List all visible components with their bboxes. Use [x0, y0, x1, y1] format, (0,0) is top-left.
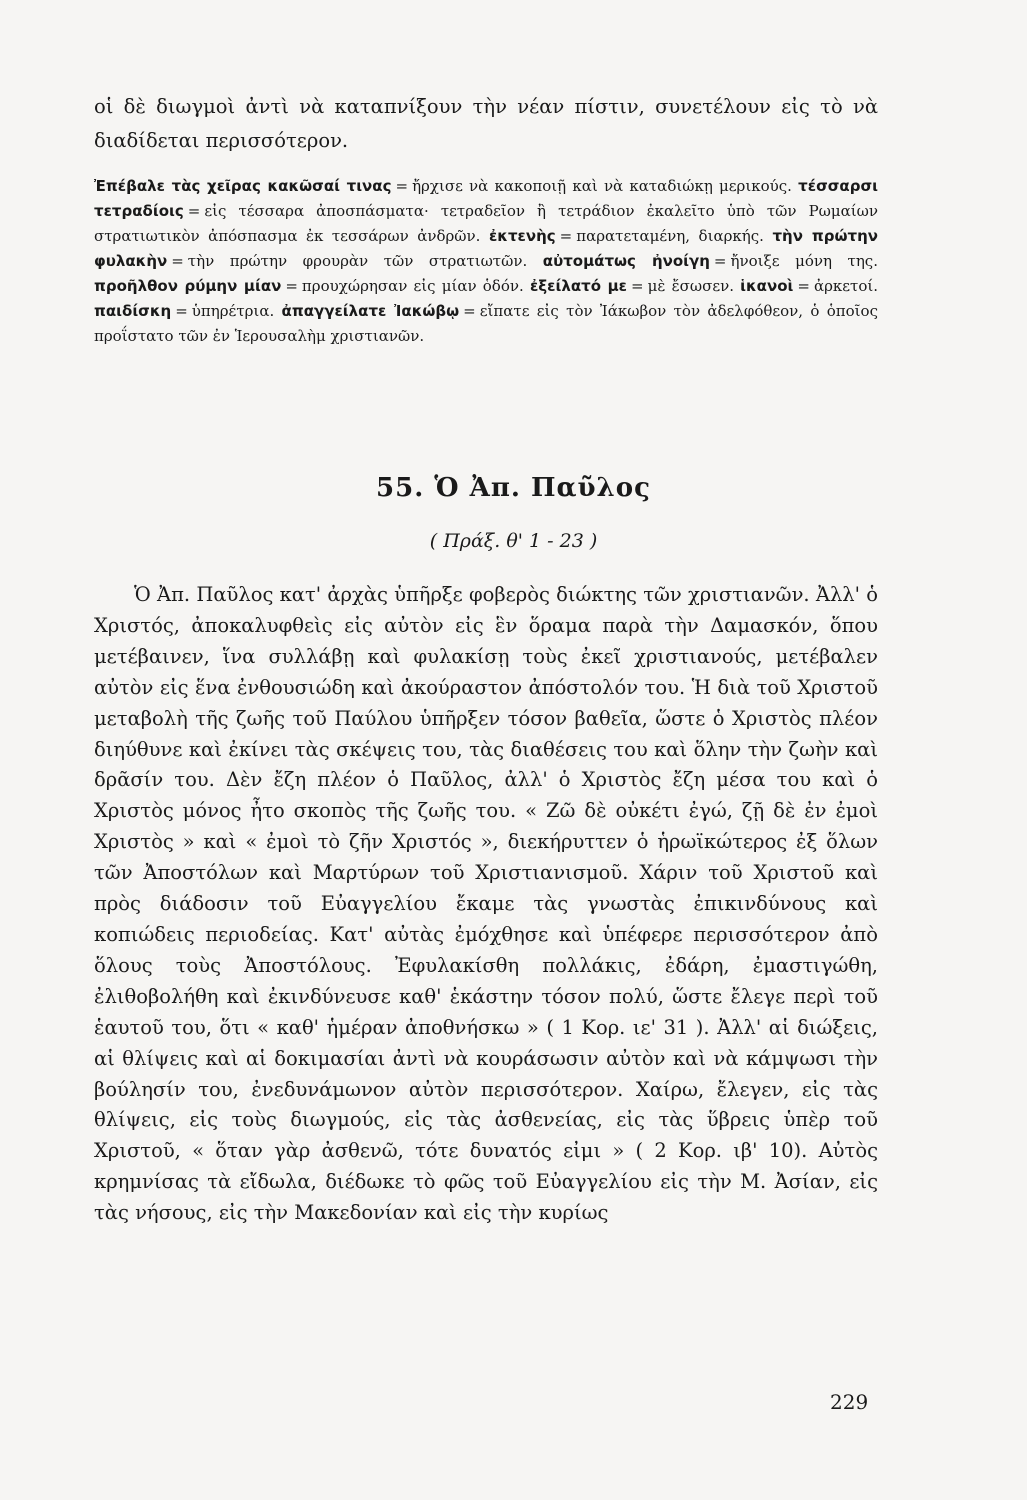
glossary-separator: = [713, 252, 727, 270]
section-heading: 55. Ὁ Ἀπ. Παῦλος [376, 473, 651, 503]
glossary-separator: = [285, 277, 298, 295]
glossary-separator: = [559, 227, 573, 245]
glossary-definition: εἴπατε εἰς τὸν Ἰάκωβον τὸν ἀδελφόθεον, ὁ ὁποῖος προΐστατο τῶν ἐν Ἱερουσαλὴμ χριστιανῶν. [94, 302, 878, 345]
body-paragraph: Ὁ Ἀπ. Παῦλος κατ' ἀρχὰς ὑπῆρξε φοβερὸς διώκτης τῶν χριστιανῶν. Ἀλλ' ὁ Χριστός, ἀποκαλυφθεὶς εἰς αὐτὸν εἰς ἓν ὅραμα παρὰ τὴν Δαμασκόν, ὅπου μετέβαινεν, ἵνα συλλάβῃ καὶ φυλακίσῃ τοὺς ἐκεῖ χριστιανούς, μετέβαλεν αὐτὸν εἰς ἕνα ἐνθουσιώδη καὶ ἀκούραστον ἀπόστολόν του. Ἡ διὰ τοῦ Χριστοῦ μεταβολὴ τῆς ζωῆς τοῦ Παύλου ὑπῆρξεν τόσον βαθεῖα, ὥστε ὁ Χριστὸς πλέον διηύθυνε καὶ ἐκίνει τὰς σκέψεις του, τὰς διαθέσεις του καὶ ὅλην τὴν ζωὴν καὶ δρᾶσίν του. Δὲν ἔζη πλέον ὁ Παῦλος, ἀλλ' ὁ Χριστὸς ἔζη μέσα του καὶ ὁ Χριστὸς μόνος ἦτο σκοπὸς τῆς ζωῆς του. « Ζῶ δὲ οὐκέτι ἐγώ, ζῇ δὲ ἐν ἐμοὶ Χριστὸς » καὶ « ἐμοὶ τὸ ζῆν Χριστός », διεκήρυττεν ὁ ἡρωϊκώτερος ἐξ ὅλων τῶν Ἀποστόλων καὶ Μαρτύρων τοῦ Χριστιανισμοῦ. Χάριν τοῦ Χριστοῦ καὶ πρὸς διάδοσιν τοῦ Εὐαγγελίου ἔκαμε τὰς γνωστὰς ἐπικινδύνους καὶ κοπιώδεις περιοδείας. Κατ' αὐτὰς ἐμόχθησε καὶ ὑπέφερε περισσότερον ἀπὸ ὅλους τοὺς Ἀποστόλους. Ἐφυλακίσθη πολλάκις, ἐδάρη, ἐμαστιγώθη, ἐλιθοβολήθη καὶ ἐκινδύνευσε καθ' ἑκάστην τόσον πολύ, ὥστε ἔλεγε περὶ τοῦ ἑαυτοῦ του, ὅτι « καθ' ἡμέραν ἀποθνήσκω » ( 1 Κορ. ιε' 31 ). Ἀλλ' αἱ διώξεις, αἱ θλίψεις καὶ αἱ δοκιμασίαι ἀντὶ νὰ κουράσωσιν αὐτὸν καὶ νὰ κάμψωσι τὴν βούλησίν του, ἐνεδυνάμωνον αὐτὸν περισσότερον. Χαίρω, ἔλεγεν, εἰς τὰς θλίψεις, εἰς τοὺς διωγμούς, εἰς τὰς ἀσθενείας, εἰς τὰς ὕβρεις ὑπὲρ τοῦ Χριστοῦ, « ὅταν γὰρ ἀσθενῶ, τότε δυνατός εἰμι » ( 2 Κορ. ιβ' 10). Αὐτὸς κρημνίσας τὰ εἴδωλα, διέδωκε τὸ φῶς τοῦ Εὐαγγελίου εἰς τὴν Μ. Ἀσίαν, εἰς τὰς νήσους, εἰς τὴν Μακεδονίαν καὶ εἰς τὴν κυρίως [94, 583, 878, 1225]
section-reference: ( Πράξ. θ' 1 - 23 ) [429, 530, 598, 552]
glossary-definition: προυχώρησαν εἰς μίαν ὁδόν. [301, 277, 524, 295]
glossary-separator: = [797, 277, 810, 295]
glossary-term: τέσσαρσι τετραδίοις [94, 177, 878, 220]
glossary-separator: = [631, 277, 644, 295]
lead-paragraph: οἱ δὲ διωγμοὶ ἀντὶ νὰ καταπνίξουν τὴν νέαν πίστιν, συνετέλουν εἰς τὸ νὰ διαδίδεται περισσότερον. [94, 95, 878, 152]
glossary-definition: μὲ ἔσωσεν. [647, 277, 734, 295]
glossary-separator: = [463, 302, 476, 320]
glossary-term: προῆλθον ρύμην μίαν [94, 277, 282, 295]
glossary-term: τὴν πρώτην φυλακὴν [94, 227, 878, 270]
glossary-separator: = [395, 177, 409, 195]
glossary-definition: ὑπηρέτρια. [191, 302, 275, 320]
glossary-term: παιδίσκη [94, 302, 172, 320]
page-number: 229 [830, 1390, 869, 1414]
glossary-notes [94, 174, 878, 349]
glossary-definition: ἀρκετοί. [813, 277, 879, 295]
glossary-term: αὐτομάτως ἠνοίγη [542, 252, 710, 270]
glossary-term: Ἐπέβαλε τὰς χεῖρας κακῶσαί τινας [94, 177, 392, 195]
glossary-separator: = [187, 202, 201, 220]
glossary-separator: = [171, 252, 184, 270]
glossary-definition: παρατεταμένη, διαρκής. [576, 227, 764, 245]
glossary-definition: τὴν πρώτην φρουρὰν τῶν στρατιωτῶν. [187, 252, 528, 270]
glossary-separator: = [175, 302, 188, 320]
glossary-term: ἐξείλατό με [529, 277, 628, 295]
glossary-term: ἀπαγγείλατε Ἰακώβῳ [281, 302, 460, 320]
glossary-definition: ἤρχισε νὰ κακοποιῇ καὶ νὰ καταδιώκῃ μερικούς. [412, 177, 792, 195]
glossary-definition: εἰς τέσσαρα ἀποσπάσματα· τετραδεῖον ἢ τετράδιον ἐκαλεῖτο ὑπὸ τῶν Ρωμαίων στρατιωτικὸν ἀπόσπασμα ἐκ τεσσάρων ἀνδρῶν. [94, 202, 878, 245]
glossary-definition: ἤνοιξε μόνη της. [730, 252, 878, 270]
glossary-term: ἱκανοὶ [740, 277, 794, 295]
glossary-term: ἐκτενὴς [488, 227, 556, 245]
